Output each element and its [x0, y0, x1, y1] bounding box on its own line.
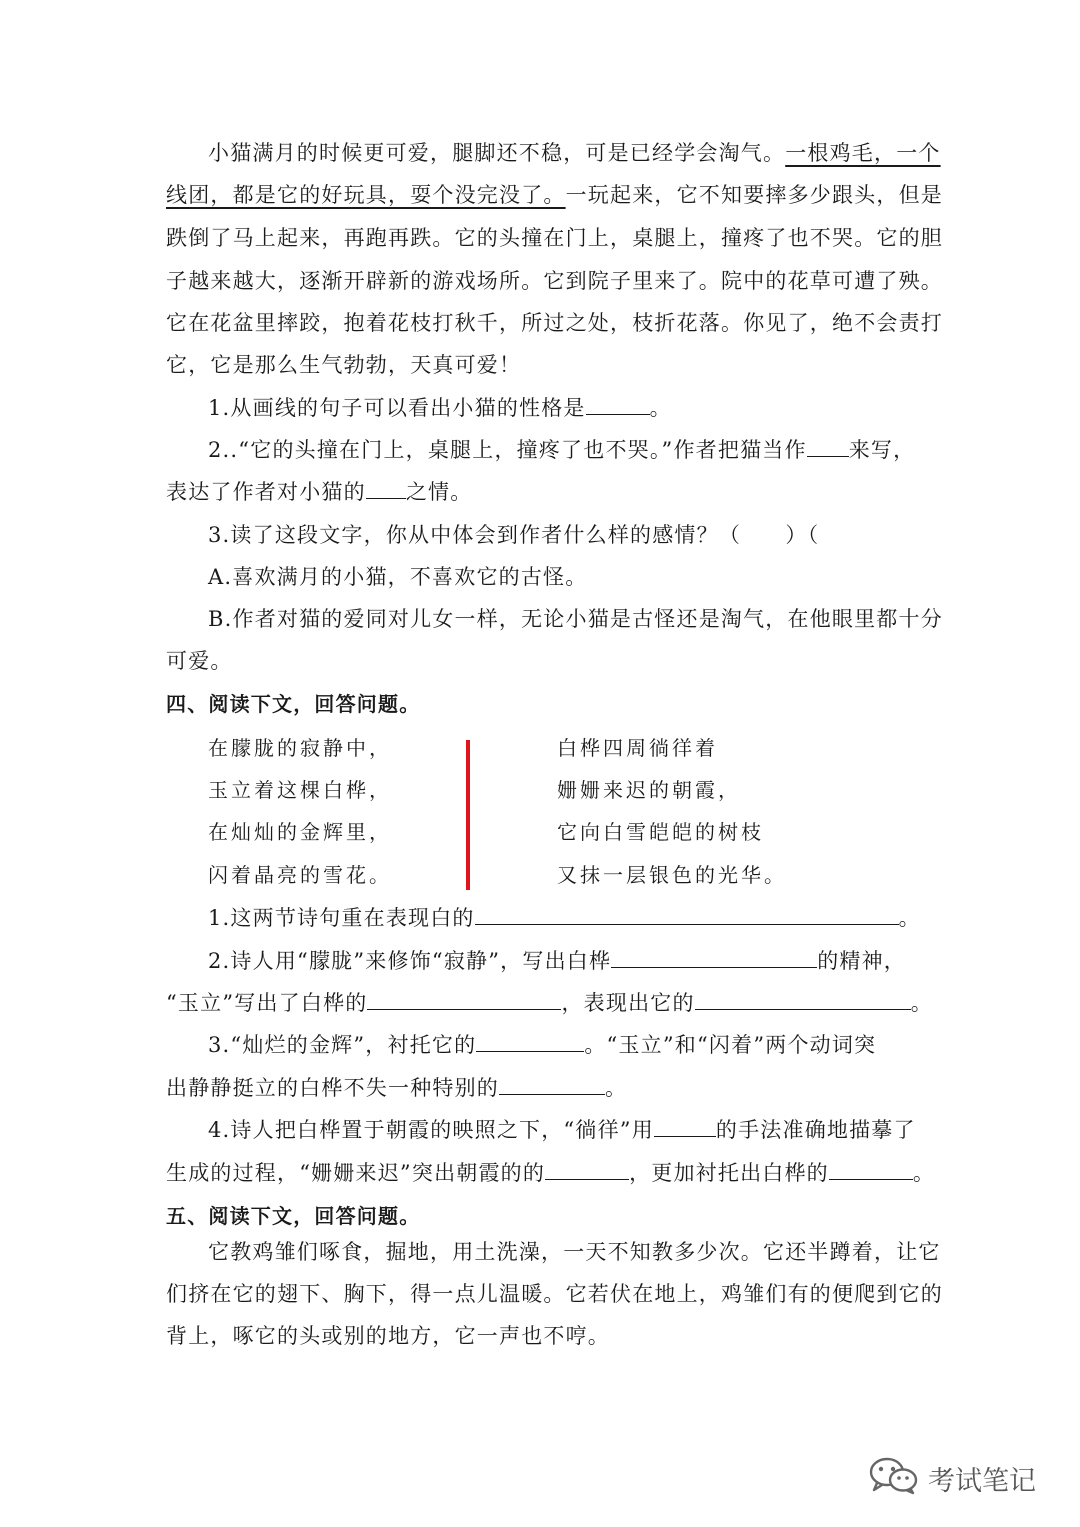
section-4-heading: 四、阅读下文，回答问题。	[166, 692, 421, 716]
poem-right-line: 白桦四周徜徉着	[557, 736, 718, 760]
poem-left-line: 玉立着这棵白桦，	[208, 778, 392, 802]
passage-line: 小猫满月的时候更可爱，腿脚还不稳，可是已经学会淘气。一根鸡毛，一个	[208, 141, 941, 165]
option-a: A.喜欢满月的小猫，不喜欢它的古怪。	[208, 565, 588, 589]
poem-right-line: 它向白雪皑皑的树枝	[557, 820, 764, 844]
passage-line: 背上，啄它的头或别的地方，它一声也不哼。	[166, 1324, 610, 1348]
passage-line: 它，它是那么生气勃勃，天真可爱！	[166, 353, 522, 377]
poem-left-line: 在灿灿的金辉里，	[208, 820, 392, 844]
answer-blank[interactable]	[499, 1074, 605, 1095]
watermark	[868, 1455, 1036, 1502]
section-5-heading: 五、阅读下文，回答问题。	[166, 1204, 421, 1228]
question-1: 1.从画线的句子可以看出小猫的性格是 。	[208, 396, 672, 420]
s4-question-4-cont: 生成的过程，“姗姗来迟”突出朝霞的的 ，更加衬托出白桦的 。	[166, 1161, 936, 1185]
answer-blank[interactable]	[611, 947, 817, 968]
poem-left-line: 闪着晶亮的雪花。	[208, 863, 392, 887]
s4-question-2-cont: “玉立”写出了白桦的 ，表现出它的 。	[166, 991, 933, 1015]
answer-blank[interactable]	[367, 989, 561, 1010]
poem-divider	[466, 740, 470, 890]
passage-line: 它教鸡雏们啄食，掘地，用土洗澡，一天不知教多少次。它还半蹲着，让它	[208, 1240, 941, 1264]
s4-question-2: 2.诗人用“朦胧”来修饰“寂静”，写出白桦 的精神，	[208, 949, 906, 973]
option-b: B.作者对猫的爱同对儿女一样，无论小猫是古怪还是淘气，在他眼里都十分	[208, 607, 943, 631]
question-2-cont: 表达了作者对小猫的 之情。	[166, 480, 473, 504]
answer-blank[interactable]	[807, 436, 849, 457]
watermark-text: 考试笔记	[928, 1466, 1036, 1497]
question-3: 3.读了这段文字，你从中体会到作者什么样的感情？（ ）（	[208, 523, 820, 547]
underlined-sentence: 一根鸡毛，一个	[785, 141, 941, 165]
answer-blank[interactable]	[475, 904, 899, 925]
answer-blank[interactable]	[545, 1159, 629, 1180]
underlined-sentence: 线团，都是它的好玩具，耍个没完没了。	[166, 183, 566, 207]
option-b-cont: 可爱。	[166, 649, 233, 673]
poem-right-line: 又抹一层银色的光华。	[557, 863, 787, 887]
answer-blank[interactable]	[366, 478, 406, 499]
s4-question-3: 3.“灿烂的金辉”，衬托它的 。“玉立”和“闪着”两个动词突	[208, 1033, 877, 1057]
wechat-icon	[868, 1455, 920, 1502]
s4-question-1: 1.这两节诗句重在表现白的 。	[208, 906, 921, 930]
passage-line: 子越来越大，逐渐开辟新的游戏场所。它到院子里来了。院中的花草可遭了殃。	[166, 269, 943, 293]
answer-blank[interactable]	[586, 394, 650, 415]
answer-blank[interactable]	[654, 1116, 716, 1137]
poem-right-line: 姗姗来迟的朝霞，	[557, 778, 741, 802]
answer-blank[interactable]	[695, 989, 911, 1010]
passage-line: 们挤在它的翅下、胸下，得一点儿温暖。它若伏在地上，鸡雏们有的便爬到它的	[166, 1282, 943, 1306]
s4-question-3-cont: 出静静挺立的白桦不失一种特别的 。	[166, 1076, 628, 1100]
answer-blank[interactable]	[829, 1159, 913, 1180]
passage-line: 线团，都是它的好玩具，耍个没完没了。一玩起来，它不知要摔多少跟头，但是	[166, 183, 944, 207]
answer-blank[interactable]	[476, 1031, 584, 1052]
question-2: 2..“它的头撞在门上，桌腿上，撞疼了也不哭。”作者把猫当作 来写，	[208, 438, 916, 462]
poem-left-line: 在朦胧的寂静中，	[208, 736, 392, 760]
passage-line: 它在花盆里摔跤，抱着花枝打秋千，所过之处，枝折花落。你见了，绝不会责打	[166, 311, 943, 335]
passage-line: 跌倒了马上起来，再跑再跌。它的头撞在门上，桌腿上，撞疼了也不哭。它的胆	[166, 226, 943, 250]
s4-question-4: 4.诗人把白桦置于朝霞的映照之下，“徜徉”用 的手法准确地描摹了	[208, 1118, 916, 1142]
